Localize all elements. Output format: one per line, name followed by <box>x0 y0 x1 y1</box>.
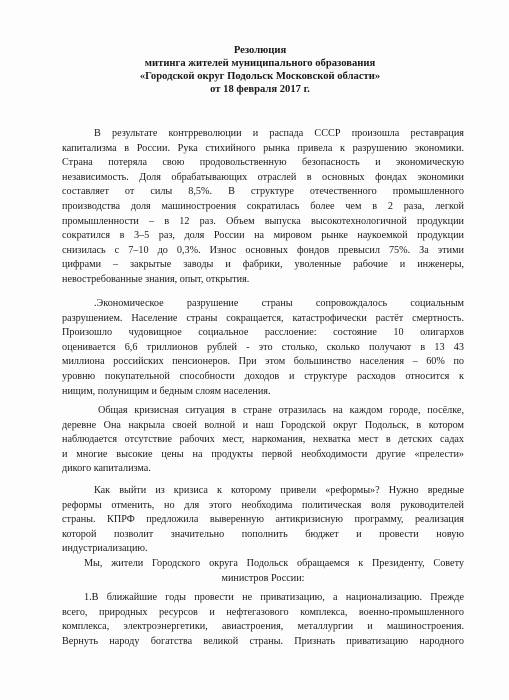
document-title: Резолюция <box>233 45 287 56</box>
paragraph-line: оценивается 6,6 триллионов рублей - это столько, сколько получают в 13 43 <box>62 341 464 353</box>
paragraph-line: наблюдается отсутствие рабочих мест, наркомания, нехватка мест в детских садах <box>62 434 464 446</box>
paragraph-line: снизилась с 7–10 до 0,3%. Износ основных фондов превысил 75%. За этими <box>62 244 464 256</box>
paragraph-line: невостребованные знания, опыт, открытия. <box>62 273 250 285</box>
paragraph-line: и многие высокие цены на продукты первой необходимости другие «прелести» <box>62 448 464 460</box>
paragraph-line: нищим, полунищим и бедным слоям населения. <box>62 385 271 397</box>
paragraph-line: Страна потеряла свою продовольственную безопасность и экономическую <box>62 157 464 169</box>
document-date: от 18 февраля 2017 г. <box>210 84 310 95</box>
paragraph-line: цифрами – закрытые заводы и фабрики, уволенные рабочие и инженеры, <box>62 259 464 271</box>
paragraph-line: Общая кризисная ситуация в стране отразилась на каждом городе, посёлке, <box>98 405 464 416</box>
paragraph-line: всего, природных ресурсов и нефтегазового комплекса, военно-промышленного <box>62 606 464 618</box>
paragraph-line: Мы, жители Городского округа Подольск обращаемся к Президенту, Совету <box>84 558 464 569</box>
paragraph-line: независимость. Доля обрабатывающих отраслей в основных фондах экономики <box>62 171 464 183</box>
paragraph-line: Вернуть народу богатства великой страны. Признать приватизацию народного <box>62 635 464 647</box>
document-subtitle: митинга жителей муниципального образования <box>144 58 376 69</box>
paragraph-line: Как выйти из кризиса к которому привели «реформы»? Нужно вредные <box>94 485 464 496</box>
paragraph-line: 1.В ближайшие годы провести не приватизацию, а национализацию. Прежде <box>84 592 464 603</box>
paragraph-line: индустриализацию. <box>62 543 148 555</box>
paragraph-line: производства доля машиностроения сократилась более чем в 2 раза, легкой <box>62 200 464 212</box>
paragraph-4 <box>62 484 464 557</box>
document-title-block <box>60 44 460 96</box>
document-municipality: «Городской округ Подольск Московской области» <box>139 71 381 82</box>
paragraph-line: составляет от силы 8,5%. В структуре отечественного промышленного <box>62 186 464 198</box>
paragraph-line: дикого капитализма. <box>62 463 151 475</box>
paragraph-line: промышленности – в 12 раз. Объем выпуска высокотехнологичной продукции <box>62 215 464 227</box>
paragraph-line: капитализма в России. Рука стихийного рынка привела к разрушению экономики. <box>62 142 464 154</box>
paragraph-line: страны. КПРФ предложила выверенную антикризисную программу, реализация <box>62 514 464 526</box>
paragraph-line: Произошло чудовищное социальное расслоение: состояние 10 олигархов <box>62 327 464 339</box>
paragraph-line: сократился в 3–5 раз, доля России на мировом рынке наукоемкой продукции <box>62 230 464 242</box>
paragraph-line: уровню покупательной способности доходов и структуре расходов относится к <box>62 370 464 382</box>
paragraph-2 <box>62 297 464 399</box>
paragraph-3 <box>62 404 464 477</box>
paragraph-6 <box>62 591 464 649</box>
paragraph-line: .Экономическое разрушение страны сопровождалось социальным <box>94 298 464 309</box>
paragraph-line: миллиона российских пенсионеров. При этом большинство населения – 60% по <box>62 356 464 368</box>
paragraph-1 <box>62 127 464 288</box>
paragraph-line: министров России: <box>221 572 305 584</box>
paragraph-line: В результате контрреволюции и распада СССР произошла реставрация <box>94 128 464 139</box>
paragraph-line: которой позволит значительно пополнить бюджет и провести новую <box>62 528 464 540</box>
paragraph-line: комплекса, электроэнергетики, авиастроения, металлургии и машиностроения. <box>62 621 464 633</box>
paragraph-line: разрушением. Население страны сокращается, катастрофически растёт смертность. <box>62 312 464 324</box>
paragraph-5 <box>62 557 464 586</box>
paragraph-line: реформы отменить, но для этого необходима политическая воля руководителей <box>62 499 464 511</box>
paragraph-line: деревне Она накрыла своей волной и наш Городской округ Подольск, в котором <box>62 419 464 431</box>
